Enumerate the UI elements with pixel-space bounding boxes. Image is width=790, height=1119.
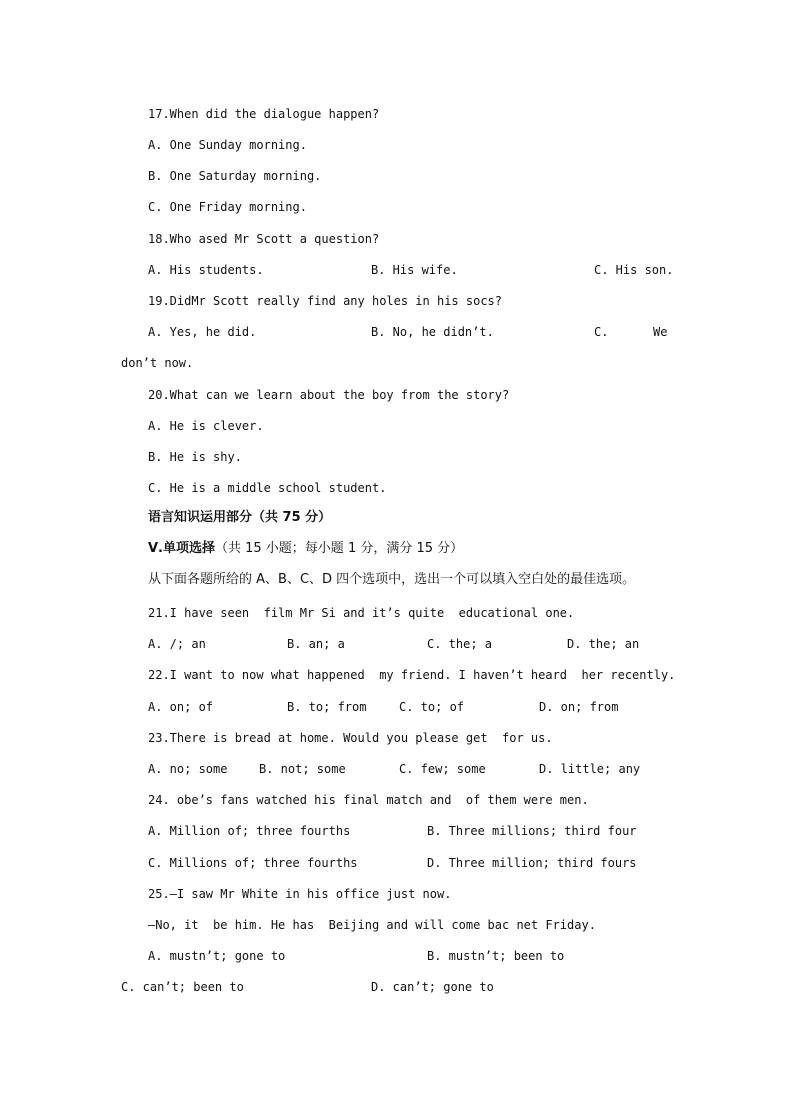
option-23-b: B. not; some xyxy=(259,762,346,776)
option-19-a: A. Yes, he did. xyxy=(148,325,257,339)
option-20-c: C. He is a middle school student. xyxy=(148,481,387,495)
option-20-a: A. He is clever. xyxy=(148,419,264,433)
section-title: 语言知识运用部分（共 75 分） xyxy=(148,510,332,525)
option-21-b: B. an; a xyxy=(287,637,345,651)
option-17-b: B. One Saturday morning. xyxy=(148,169,322,183)
option-18-a: A. His students. xyxy=(148,263,264,277)
question-24: 24. obe’s fans watched his final match and of them were men. xyxy=(148,793,589,807)
option-18-c: C. His son. xyxy=(594,263,674,277)
question-25: 25.—I saw Mr White in his office just now. xyxy=(148,887,452,901)
option-25-b: B. mustn’t; been to xyxy=(427,949,565,963)
option-22-d: D. on; from xyxy=(539,700,619,714)
option-24-d: D. Three million; third fours xyxy=(427,856,637,870)
option-19-c-continuation: don’t now. xyxy=(121,356,194,370)
option-24-a: A. Million of; three fourths xyxy=(148,824,351,838)
question-18: 18.Who ased Mr Scott a question? xyxy=(148,232,380,246)
question-22: 22.I want to now what happened my friend. I haven’t heard her recently. xyxy=(148,668,676,682)
part-note: （共 15 小题；每小题 1 分，满分 15 分） xyxy=(215,541,464,556)
option-22-c: C. to; of xyxy=(399,700,465,714)
option-23-c: C. few; some xyxy=(399,762,486,776)
part-heading xyxy=(148,541,463,557)
question-19: 19.DidMr Scott really find any holes in his socs? xyxy=(148,294,503,308)
option-24-c: C. Millions of; three fourths xyxy=(148,856,358,870)
option-24-b: B. Three millions; third four xyxy=(427,824,637,838)
part-title: Ⅴ.单项选择 xyxy=(148,541,215,556)
question-21: 21.I have seen film Mr Si and it’s quite educational one. xyxy=(148,606,575,620)
option-25-d: D. can’t; gone to xyxy=(371,980,494,994)
option-21-d: D. the; an xyxy=(567,637,640,651)
option-20-b: B. He is shy. xyxy=(148,450,242,464)
option-19-b: B. No, he didn’t. xyxy=(371,325,494,339)
option-23-a: A. no; some xyxy=(148,762,228,776)
option-22-a: A. on; of xyxy=(148,700,214,714)
option-18-b: B. His wife. xyxy=(371,263,458,277)
option-25-c: C. can’t; been to xyxy=(121,980,244,994)
question-23: 23.There is bread at home. Would you please get for us. xyxy=(148,731,553,745)
option-23-d: D. little; any xyxy=(539,762,641,776)
option-17-c: C. One Friday morning. xyxy=(148,200,307,214)
section-instruction: 从下面各题所给的 A、B、C、D 四个选项中，选出一个可以填入空白处的最佳选项。 xyxy=(148,572,636,587)
question-25-response: —No, it be him. He has Beijing and will come bac net Friday. xyxy=(148,918,596,932)
option-19-c: C. xyxy=(594,325,609,339)
option-25-a: A. mustn’t; gone to xyxy=(148,949,286,963)
option-17-a: A. One Sunday morning. xyxy=(148,138,307,152)
option-19-c-text: We xyxy=(653,325,668,339)
question-17: 17.When did the dialogue happen? xyxy=(148,107,380,121)
question-20: 20.What can we learn about the boy from the story? xyxy=(148,388,510,402)
option-21-a: A. /; an xyxy=(148,637,206,651)
option-21-c: C. the; a xyxy=(427,637,493,651)
option-22-b: B. to; from xyxy=(287,700,367,714)
